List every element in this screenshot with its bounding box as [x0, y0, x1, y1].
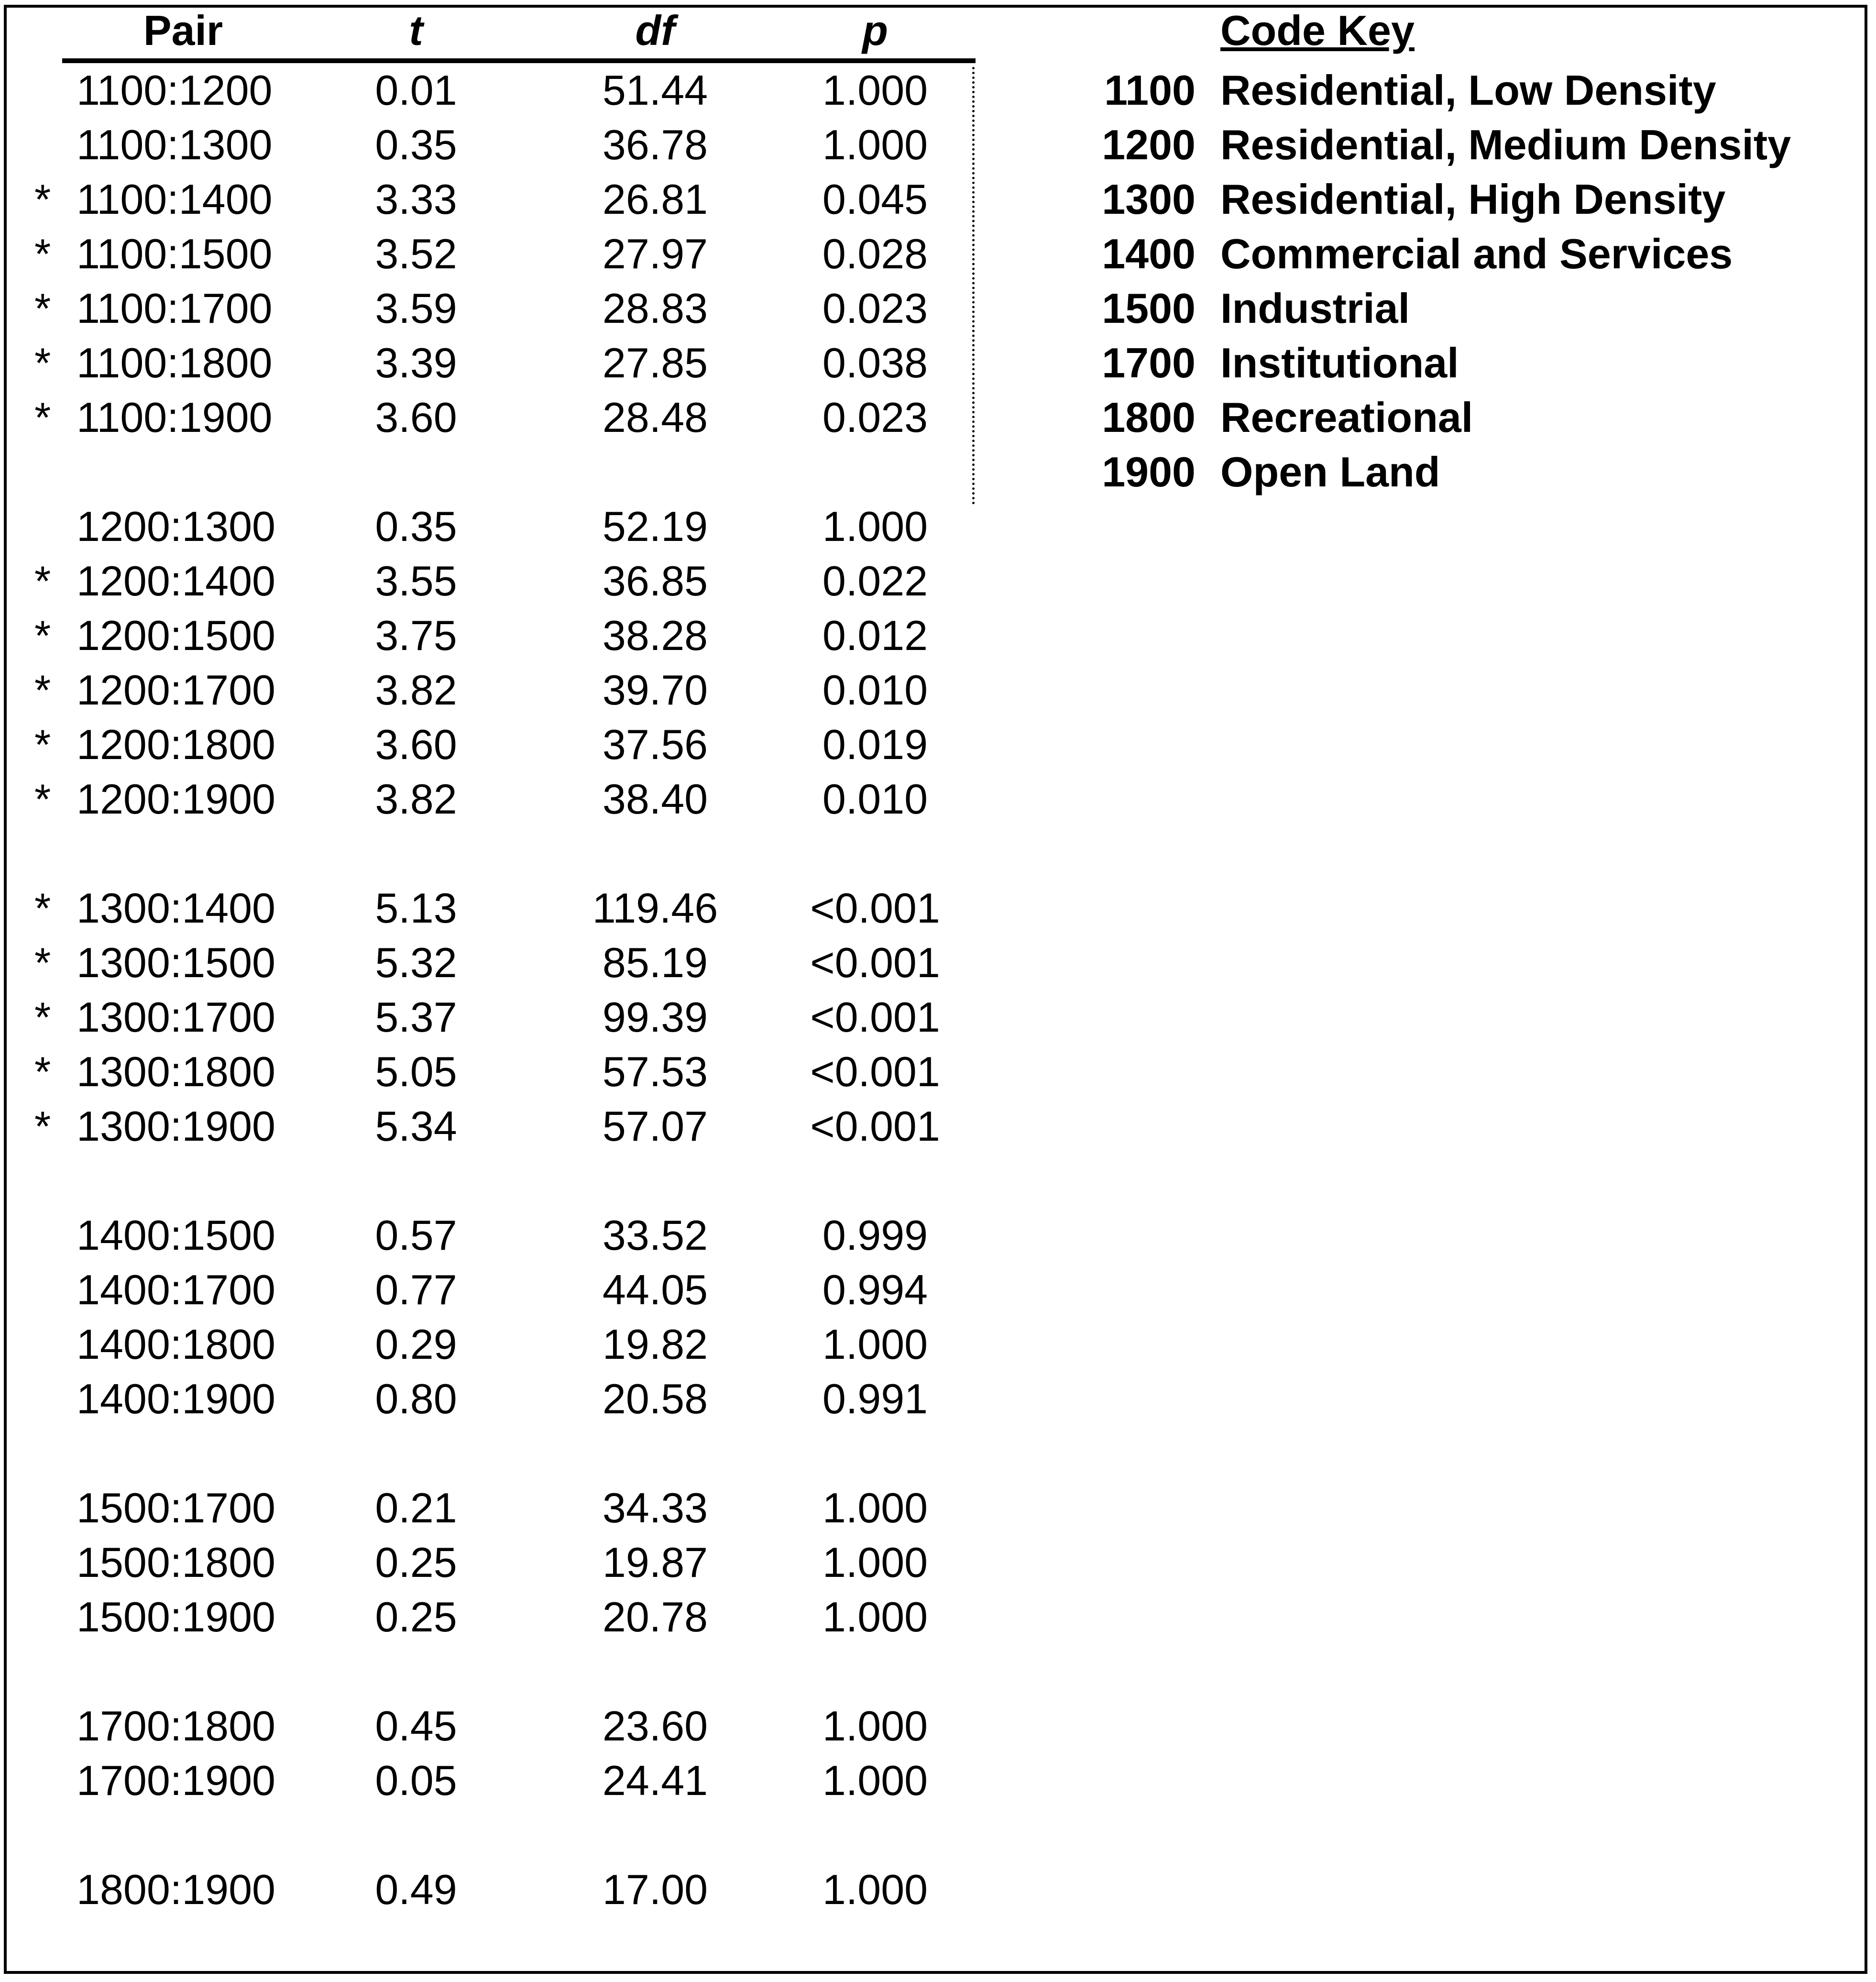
significance-marker: * [34, 1048, 51, 1095]
pair-cell: 1300:1500 [77, 939, 275, 986]
significance-marker [34, 1372, 58, 1426]
t-cell: 0.29 [375, 1321, 457, 1368]
table-row [0, 1099, 1004, 1154]
t-cell: 3.75 [375, 612, 457, 659]
significance-marker [34, 1535, 58, 1590]
code-key-label: Residential, Medium Density [1220, 121, 1791, 168]
p-cell: 1.000 [822, 1593, 928, 1641]
pair-cell: 1800:1900 [77, 1866, 275, 1913]
table-row [0, 554, 1004, 608]
df-cell: 28.83 [602, 285, 708, 332]
pair-cell: 1100:1200 [77, 66, 273, 114]
table-row [0, 1208, 1004, 1263]
header-pair: Pair [143, 7, 223, 54]
t-cell: 3.82 [375, 775, 457, 823]
code-key-item [0, 390, 1876, 445]
df-cell: 37.56 [602, 721, 708, 768]
significance-marker: * [34, 230, 51, 277]
table-row [0, 1372, 1004, 1426]
table-row [0, 1045, 1004, 1099]
pair-cell: 1500:1900 [77, 1593, 275, 1641]
pair-cell: 1200:1800 [77, 721, 275, 768]
df-cell: 33.52 [602, 1211, 708, 1259]
p-cell: 0.019 [822, 721, 928, 768]
t-cell: 5.37 [375, 993, 457, 1041]
table-row [0, 1753, 1004, 1808]
pair-cell: 1200:1300 [77, 503, 275, 550]
t-cell: 3.60 [375, 394, 457, 441]
significance-marker: * [34, 775, 51, 823]
code-key-code: 1500 [1102, 285, 1196, 332]
df-cell: 38.40 [602, 775, 708, 823]
df-cell: 36.78 [602, 121, 708, 168]
p-cell: <0.001 [810, 939, 940, 986]
header-rule [62, 58, 976, 63]
code-key-item [0, 63, 1876, 118]
p-cell: 1.000 [822, 66, 928, 114]
pair-cell: 1500:1700 [77, 1484, 275, 1531]
significance-marker: * [34, 557, 51, 605]
table-row [0, 1481, 1004, 1535]
pair-cell: 1400:1900 [77, 1375, 275, 1422]
df-cell: 57.53 [602, 1048, 708, 1095]
df-cell: 39.70 [602, 666, 708, 714]
significance-marker: * [34, 285, 51, 332]
p-cell: 0.022 [822, 557, 928, 605]
t-cell: 3.33 [375, 176, 457, 223]
code-key-item [0, 445, 1876, 499]
table-row [0, 717, 1004, 772]
pair-cell: 1100:1400 [77, 176, 273, 223]
significance-marker [34, 1208, 58, 1263]
df-cell: 19.82 [602, 1321, 708, 1368]
table-row [0, 1317, 1004, 1372]
significance-marker [34, 1590, 58, 1644]
table-row [0, 990, 1004, 1045]
t-cell: 5.32 [375, 939, 457, 986]
pair-cell: 1200:1900 [77, 775, 275, 823]
code-key-label: Industrial [1220, 285, 1410, 332]
df-cell: 99.39 [602, 993, 708, 1041]
significance-marker [34, 1862, 58, 1917]
code-key-code: 1800 [1102, 394, 1196, 441]
p-cell: 0.028 [822, 230, 928, 277]
p-cell: 1.000 [822, 503, 928, 550]
pair-cell: 1300:1700 [77, 993, 275, 1041]
t-cell: 5.34 [375, 1102, 457, 1150]
code-key-code: 1300 [1102, 176, 1196, 223]
df-cell: 44.05 [602, 1266, 708, 1313]
table-row [0, 608, 1004, 663]
t-cell: 0.35 [375, 503, 457, 550]
significance-marker: * [34, 612, 51, 659]
significance-marker: * [34, 939, 51, 986]
significance-marker: * [34, 666, 51, 714]
t-cell: 0.21 [375, 1484, 457, 1531]
t-cell: 0.35 [375, 121, 457, 168]
pair-cell: 1200:1500 [77, 612, 275, 659]
significance-marker: * [34, 721, 51, 768]
table-row [0, 1590, 1004, 1644]
df-cell: 85.19 [602, 939, 708, 986]
p-cell: <0.001 [810, 1102, 940, 1150]
p-cell: <0.001 [810, 993, 940, 1041]
header-df: df [635, 7, 675, 54]
code-key-item [0, 172, 1876, 227]
df-cell: 51.44 [602, 66, 708, 114]
pair-cell: 1100:1300 [77, 121, 273, 168]
pair-cell: 1400:1500 [77, 1211, 275, 1259]
code-key-label: Institutional [1220, 339, 1459, 386]
pair-cell: 1400:1800 [77, 1321, 275, 1368]
df-cell: 26.81 [602, 176, 708, 223]
t-cell: 0.49 [375, 1866, 457, 1913]
df-cell: 57.07 [602, 1102, 708, 1150]
p-cell: 0.045 [822, 176, 928, 223]
pair-cell: 1200:1400 [77, 557, 275, 605]
p-cell: 1.000 [822, 1757, 928, 1804]
df-cell: 19.87 [602, 1539, 708, 1586]
t-cell: 0.25 [375, 1539, 457, 1586]
t-cell: 0.77 [375, 1266, 457, 1313]
code-key-code: 1400 [1102, 230, 1196, 277]
significance-marker: * [34, 1102, 51, 1150]
t-cell: 0.25 [375, 1593, 457, 1641]
p-cell: 0.038 [822, 339, 928, 386]
pair-cell: 1200:1700 [77, 666, 275, 714]
df-cell: 20.78 [602, 1593, 708, 1641]
pair-cell: 1100:1700 [77, 285, 273, 332]
t-cell: 5.05 [375, 1048, 457, 1095]
t-cell: 3.52 [375, 230, 457, 277]
df-cell: 119.46 [592, 884, 718, 932]
table-row [0, 936, 1004, 990]
pair-cell: 1100:1900 [77, 394, 273, 441]
df-cell: 20.58 [602, 1375, 708, 1422]
p-cell: <0.001 [810, 884, 940, 932]
p-cell: 0.991 [822, 1375, 928, 1422]
df-cell: 24.41 [602, 1757, 708, 1804]
code-key-code: 1200 [1102, 121, 1196, 168]
df-cell: 27.85 [602, 339, 708, 386]
df-cell: 36.85 [602, 557, 708, 605]
code-key-item [0, 227, 1876, 281]
significance-marker [34, 1699, 58, 1753]
significance-marker [34, 1263, 58, 1317]
significance-marker: * [34, 993, 51, 1041]
p-cell: 0.012 [822, 612, 928, 659]
table-row [0, 772, 1004, 826]
df-cell: 34.33 [602, 1484, 708, 1531]
significance-marker [34, 1481, 58, 1535]
t-cell: 0.05 [375, 1757, 457, 1804]
pair-cell: 1400:1700 [77, 1266, 275, 1313]
df-cell: 17.00 [602, 1866, 708, 1913]
table-row [0, 1699, 1004, 1753]
df-cell: 28.48 [602, 394, 708, 441]
p-cell: 0.994 [822, 1266, 928, 1313]
p-cell: 0.023 [822, 394, 928, 441]
p-cell: <0.001 [810, 1048, 940, 1095]
pair-cell: 1300:1900 [77, 1102, 275, 1150]
t-cell: 3.59 [375, 285, 457, 332]
code-key-label: Residential, High Density [1220, 176, 1726, 223]
df-cell: 38.28 [602, 612, 708, 659]
pair-cell: 1700:1900 [77, 1757, 275, 1804]
code-key-code: 1700 [1102, 339, 1196, 386]
pair-cell: 1700:1800 [77, 1702, 275, 1750]
p-cell: 1.000 [822, 1484, 928, 1531]
p-cell: 1.000 [822, 1539, 928, 1586]
df-cell: 27.97 [602, 230, 708, 277]
table-row [0, 1862, 1004, 1917]
p-cell: 0.023 [822, 285, 928, 332]
significance-marker [34, 499, 58, 554]
table-row [0, 663, 1004, 717]
p-cell: 1.000 [822, 1702, 928, 1750]
pair-cell: 1500:1800 [77, 1539, 275, 1586]
significance-marker [34, 1753, 58, 1808]
pair-cell: 1100:1800 [77, 339, 273, 386]
table-row [0, 1263, 1004, 1317]
code-key-code: 1100 [1104, 66, 1196, 114]
p-cell: 1.000 [822, 121, 928, 168]
significance-marker: * [34, 394, 51, 441]
code-key-title: Code Key [1220, 7, 1415, 54]
significance-marker: * [34, 176, 51, 223]
pair-cell: 1300:1800 [77, 1048, 275, 1095]
table-row [0, 499, 1004, 554]
t-cell: 0.45 [375, 1702, 457, 1750]
t-cell: 3.55 [375, 557, 457, 605]
code-key-label: Commercial and Services [1220, 230, 1733, 277]
code-key-item [0, 118, 1876, 172]
t-cell: 0.01 [375, 66, 457, 114]
t-cell: 0.57 [375, 1211, 457, 1259]
p-cell: 0.999 [822, 1211, 928, 1259]
header-t: t [409, 7, 423, 54]
p-cell: 1.000 [822, 1866, 928, 1913]
table-row [0, 881, 1004, 936]
df-cell: 23.60 [602, 1702, 708, 1750]
df-cell: 52.19 [602, 503, 708, 550]
significance-marker: * [34, 884, 51, 932]
code-key-label: Residential, Low Density [1220, 66, 1716, 114]
header-p: p [862, 7, 888, 54]
t-cell: 0.80 [375, 1375, 457, 1422]
t-cell: 3.82 [375, 666, 457, 714]
table-row [0, 1535, 1004, 1590]
significance-marker [34, 1317, 58, 1372]
p-cell: 0.010 [822, 775, 928, 823]
t-cell: 5.13 [375, 884, 457, 932]
code-key-label: Recreational [1220, 394, 1473, 441]
pair-cell: 1300:1400 [77, 884, 275, 932]
code-key-code: 1900 [1102, 448, 1196, 496]
code-key-label: Open Land [1220, 448, 1440, 496]
code-key-item [0, 281, 1876, 336]
p-cell: 1.000 [822, 1321, 928, 1368]
t-cell: 3.39 [375, 339, 457, 386]
code-key-item [0, 336, 1876, 390]
pair-cell: 1100:1500 [77, 230, 273, 277]
significance-marker: * [34, 339, 51, 386]
t-cell: 3.60 [375, 721, 457, 768]
p-cell: 0.010 [822, 666, 928, 714]
